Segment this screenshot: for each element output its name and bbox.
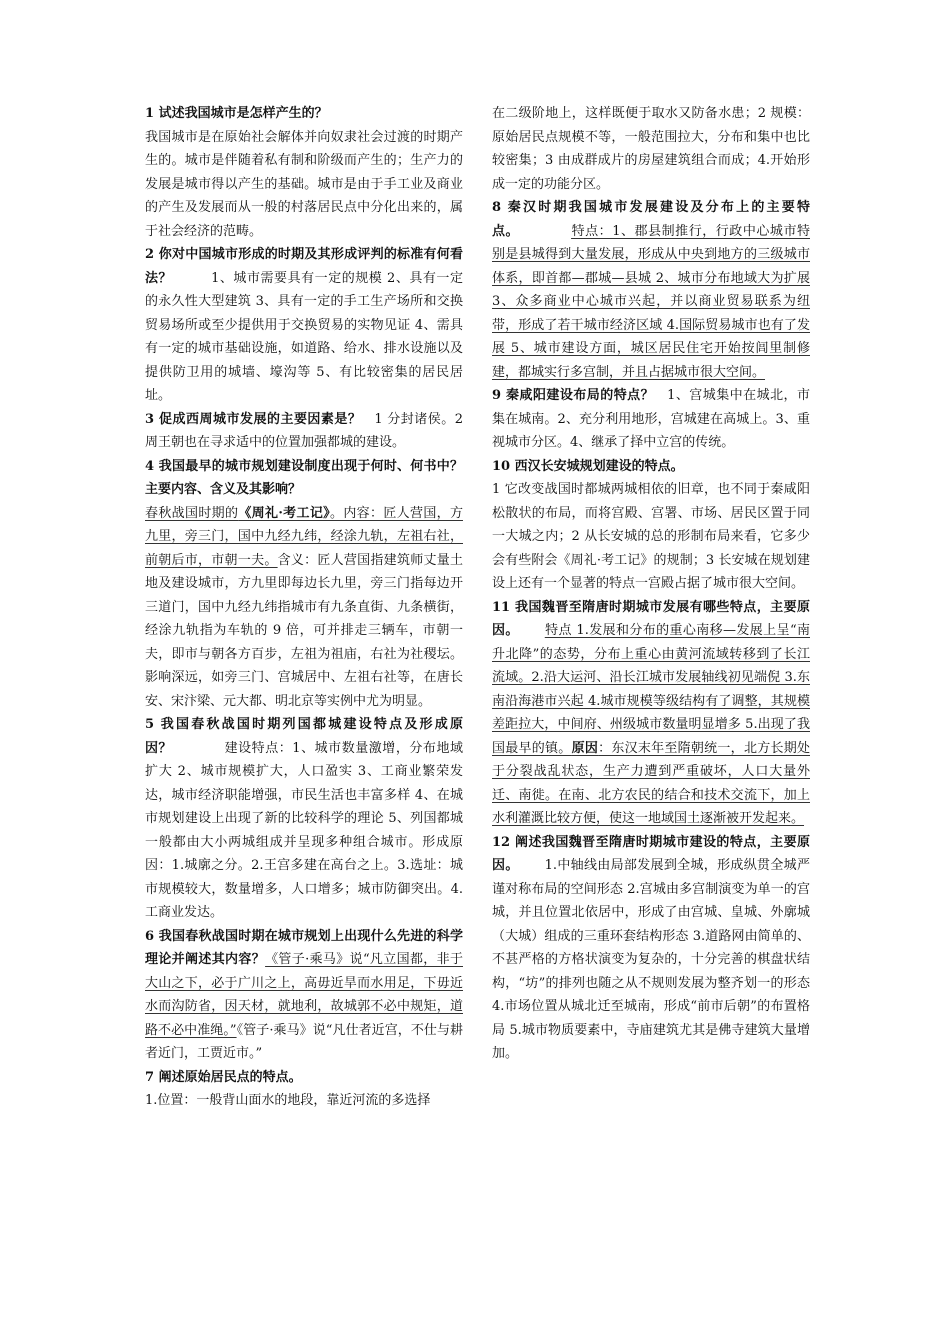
q7-answer: 1.位置：一般背山面水的地段，靠近河流的多选择 <box>145 1093 431 1108</box>
q4-highlight-a: 春秋战国时期的 <box>145 505 239 521</box>
q5-title: 5 我国春秋战国时期列国都城建设特点及形成原因？ <box>145 717 463 756</box>
q2-answer: 1、城市需要具有一定的规模 2、具有一定的永久性大型建筑 3、具有一定的手工生产场所和交换贸易场所或至少提供用于交换贸易的实物见证 4、需具有一定的城市基础设施，如道路、给水、排水设施以及提供防卫用的城墙、壕沟等 5、有比较密集的居民居址。 <box>145 270 463 403</box>
q12-paragraph <box>492 831 810 1066</box>
q6-highlight: 《管子·乘马》说“凡立国都，非于大山之下，必于广川之上，高毋近旱而水用足，下毋近水而沟防省，因天材，就地利，故城郭不必中规矩，道路不必中准绳。” <box>145 952 463 1038</box>
q6-paragraph <box>145 925 463 1066</box>
q11-paragraph <box>492 596 810 831</box>
q9-title: 9 秦咸阳建设布局的特点？ <box>492 388 655 403</box>
q6-title: 6 我国春秋战国时期在城市规划上出现什么先进的科学理论并阐述其内容？ <box>145 928 463 967</box>
q3-paragraph <box>145 408 463 455</box>
q12-title: 12 阐述我国魏晋至隋唐时期城市建设的特点，主要原因。 <box>492 834 810 873</box>
q5-paragraph <box>145 713 463 925</box>
q2-title: 2 你对中国城市形成的时期及其形成评判的标准有何看法？ <box>145 247 463 286</box>
q2-paragraph <box>145 243 463 408</box>
q7-continuation <box>492 102 810 196</box>
q1-paragraph <box>145 102 463 243</box>
q4-answer: 含义：匠人营国指建筑师丈量土地及建设城市，方九里即每边长九里，旁三门指每边开三道门，国中九经九纬指城市有九条直街、九条横街，经涂九轨指为车轨的 9 倍，可并排走三辆车，市朝一夫，即市与朝各方百步，左祖为祖庙，右社为社稷坛。影响深远，如旁三门、宫城居中、左祖右社等，在唐长安、宋汴梁、元大都、明北京等实例中尤为明显。 <box>145 552 463 709</box>
q10-answer: 1 它改变战国时都城两城相依的旧章，也不同于秦咸阳松散状的布局，而将宫殿、宫署、市场、居民区置于同一大城之内；2 从长安城的总的形制布局来看，它多少会有些附会《周礼·考工记》的规制；3 长安城在规划建设上还有一个显著的特点一宫殿占据了城市很大空间。 <box>492 482 810 591</box>
q7-title: 7 阐述原始居民点的特点。 <box>145 1069 302 1085</box>
q4-highlight-b: 。内容：匠人营国，方九里，旁三门，国中九经九纬，经涂九轨，左祖右社，前朝后市，市朝一夫。 <box>145 505 463 568</box>
q5-answer: 建设特点：1、城市数量激增，分布地域扩大 2、城市规模扩大，人口盈实 3、工商业繁荣发达，城市经济职能增强，市民生活也丰富多样 4、在城市规划建设上出现了新的比较科学的理论 5、列国都城一般都由大小两城组成并呈现多种组合城市。形成原因：1.城廓之分。2.王宫多建在高台之上。3.选址：城市规模较大，数量增多，人口增多；城市防御突出。4.工商业发达。 <box>145 740 463 920</box>
q4-paragraph <box>145 455 463 714</box>
q9-paragraph <box>492 384 810 455</box>
q1-answer: 我国城市是在原始社会解体并向奴隶社会过渡的时期产生的。城市是伴随着私有制和阶级而产生的；生产力的发展是城市得以产生的基础。城市是由于手工业及商业的产生及发展而从一般的村落居民点中分化出来的，属于社会经济的范畴。 <box>145 129 463 239</box>
q3-title: 3 促成西周城市发展的主要因素是？ <box>145 411 362 427</box>
q11-highlight-a: 特点 1.发展和分布的重心南移—发展上呈“南升北降”的态势，分布上重心由黄河流域转移到了长江流域。2.沿大运河、沿长江城市发展轴线初见端倪 3.东南沿海港市兴起 4.城市规模等级结构有了调整，其规模差距拉大，中间府、州级城市数量明显增多 5.出现了我国最早的镇。 <box>492 623 810 756</box>
q11-highlight-b: ：东汉末年至隋朝统一，北方长期处于分裂战乱状态，生产力遭到严重破坏，人口大量外迁、南徙。在南、北方农民的结合和技术交流下，加上水利灌溉比较方便，使这一地域国土逐渐被开发起来。 <box>492 740 810 826</box>
left-column <box>145 102 463 1113</box>
q11-reason-label: 原因 <box>571 740 599 756</box>
q8-highlight: 特点：1、郡县制推行，行政中心城市特别是县城得到大量发展，形成从中央到地方的三级城市体系，即首都—郡城—县城 2、城市分布地域大为扩展 3、众多商业中心城市兴起，并以商业贸易联系为纽带，形成了若干城市经济区域 4.国际贸易城市也有了发展 5、城市建设方面，城区居民住宅开始按闾里制修建，都城实行多宫制，并且占据城市很大空间。 <box>492 223 810 380</box>
q7-paragraph <box>145 1066 463 1113</box>
q9-answer: 1、宫城集中在城北，市集在城南。2、充分利用地形，宫城建在高城上。3、重视城市分区。4、继承了择中立宫的传统。 <box>492 388 810 450</box>
q6-answer: 《管子·乘马》说“凡仕者近宫，不仕与耕者近门，工贾近市。” <box>145 1022 463 1061</box>
q8-title: 8 秦汉时期我国城市发展建设及分布上的主要特点。 <box>492 200 810 239</box>
q10-paragraph <box>492 455 810 596</box>
q11-title: 11 我国魏晋至隋唐时期城市发展有哪些特点，主要原因。 <box>492 599 810 638</box>
q12-answer: 1.中轴线由局部发展到全城，形成纵贯全城严谨对称布局的空间形态 2.宫城由多宫制演变为单一的宫城，并且位置北依居中，形成了由宫城、皇城、外廓城（大城）组成的三重环套结构形态 3.道路网由简单的、不甚严格的方格状演变为复杂的，十分完善的棋盘状结构，“坊”的排列也随之从不规则发展为整齐划一的形态 4.市场位置从城北迁至城南，形成“前市后朝”的布置格局 5.城市物质要素中，寺庙建筑尤其是佛寺建筑大量增加。 <box>492 858 810 1061</box>
q4-title: 4 我国最早的城市规划建设制度出现于何时、何书中？主要内容、含义及其影响？ <box>145 458 463 497</box>
q7-answer-continued: 在二级阶地上，这样既便于取水又防备水患；2 规模：原始居民点规模不等，一般范围拉大，分布和集中也比较密集；3 由成群成片的房屋建筑组合而成；4.开始形成一定的功能分区。 <box>492 106 810 192</box>
q4-highlight-book: 《周礼·考工记》 <box>238 505 330 521</box>
right-column <box>492 102 810 1066</box>
q1-title: 1 试述我国城市是怎样产生的？ <box>145 106 328 121</box>
q8-paragraph <box>492 196 810 384</box>
q3-answer: 1 分封诸侯。2 周王朝也在寻求适中的位置加强都城的建设。 <box>145 411 463 450</box>
q10-title: 10 西汉长安城规划建设的特点。 <box>492 458 684 474</box>
